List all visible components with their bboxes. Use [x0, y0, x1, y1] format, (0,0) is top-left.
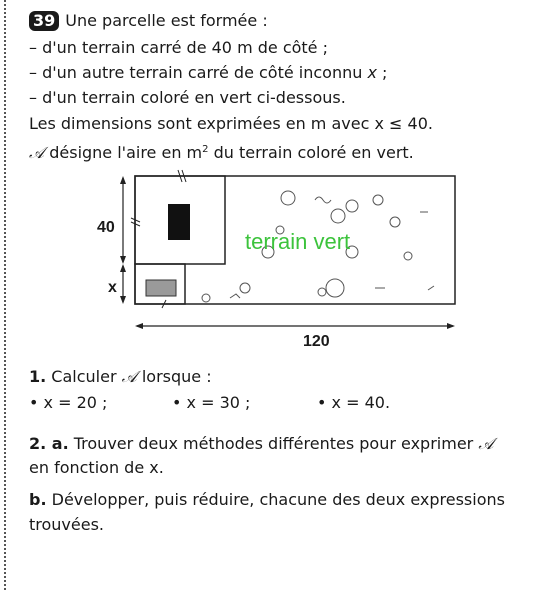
bullet-2: • x = 30 ; [172, 393, 251, 412]
question-2b [29, 489, 505, 511]
bullet-1: • x = 20 ; [29, 393, 108, 412]
q2b-number: b. [29, 490, 47, 509]
arrow-head [120, 256, 126, 264]
label-120: 120 [303, 333, 330, 350]
arrow-head [120, 264, 126, 272]
dimensions-text: Les dimensions sont exprimées en m avec [29, 114, 370, 133]
item-2-text: – d'un autre terrain carré de côté inconnu [29, 63, 363, 82]
q1-text-b: lorsque : [136, 367, 212, 386]
q2b-text: Développer, puis réduire, chacune des deux expressions [46, 490, 505, 509]
dimensions-line [29, 113, 433, 135]
dimensions-condition: x ≤ 40. [374, 114, 433, 133]
arrow-head [135, 323, 143, 329]
area-sup: 2 [202, 144, 209, 155]
question-2a [29, 433, 493, 455]
shed-block [146, 280, 176, 296]
green-terrain-label: terrain vert [245, 229, 351, 254]
q2a-text: Trouver deux méthodes différentes pour exprimer [68, 434, 479, 453]
question-2a-cont: en fonction de x. [29, 458, 164, 477]
area-symbol: 𝒜 [29, 143, 45, 162]
label-x: x [108, 279, 117, 296]
q2a-area-symbol: 𝒜 [478, 434, 494, 453]
label-40: 40 [97, 219, 115, 236]
parcel-diagram [90, 160, 490, 355]
bullet-3: • x = 40. [317, 393, 391, 412]
exercise-header [29, 10, 268, 32]
bullet-2-text: x = 30 ; [186, 393, 251, 412]
exercise-number-badge: 39 [29, 11, 59, 31]
bullet-3-text: x = 40. [331, 393, 391, 412]
item-2-var: x [367, 63, 377, 82]
exercise-intro: Une parcelle est formée : [65, 11, 268, 30]
dotted-margin-line [4, 0, 6, 590]
item-2-end: ; [376, 63, 388, 82]
arrow-head [120, 296, 126, 304]
q1-text-a: Calculer [46, 367, 122, 386]
arrow-head [120, 176, 126, 184]
question-1 [29, 366, 212, 388]
item-1: – d'un terrain carré de 40 m de côté ; [29, 38, 328, 57]
item-3: – d'un terrain coloré en vert ci-dessous. [29, 88, 346, 107]
area-text-1: désigne l'aire en m [44, 143, 203, 162]
arrow-head [447, 323, 455, 329]
parcel-figure [90, 160, 490, 355]
bullet-1-text: x = 20 ; [43, 393, 108, 412]
question-2b-cont: trouvées. [29, 515, 105, 534]
area-text-2: du terrain coloré en vert. [208, 143, 414, 162]
q2a-number: 2. a. [29, 434, 69, 453]
q1-area-symbol: 𝒜 [121, 367, 137, 386]
item-2 [29, 62, 387, 84]
q1-number: 1. [29, 367, 47, 386]
house-block [168, 204, 190, 240]
